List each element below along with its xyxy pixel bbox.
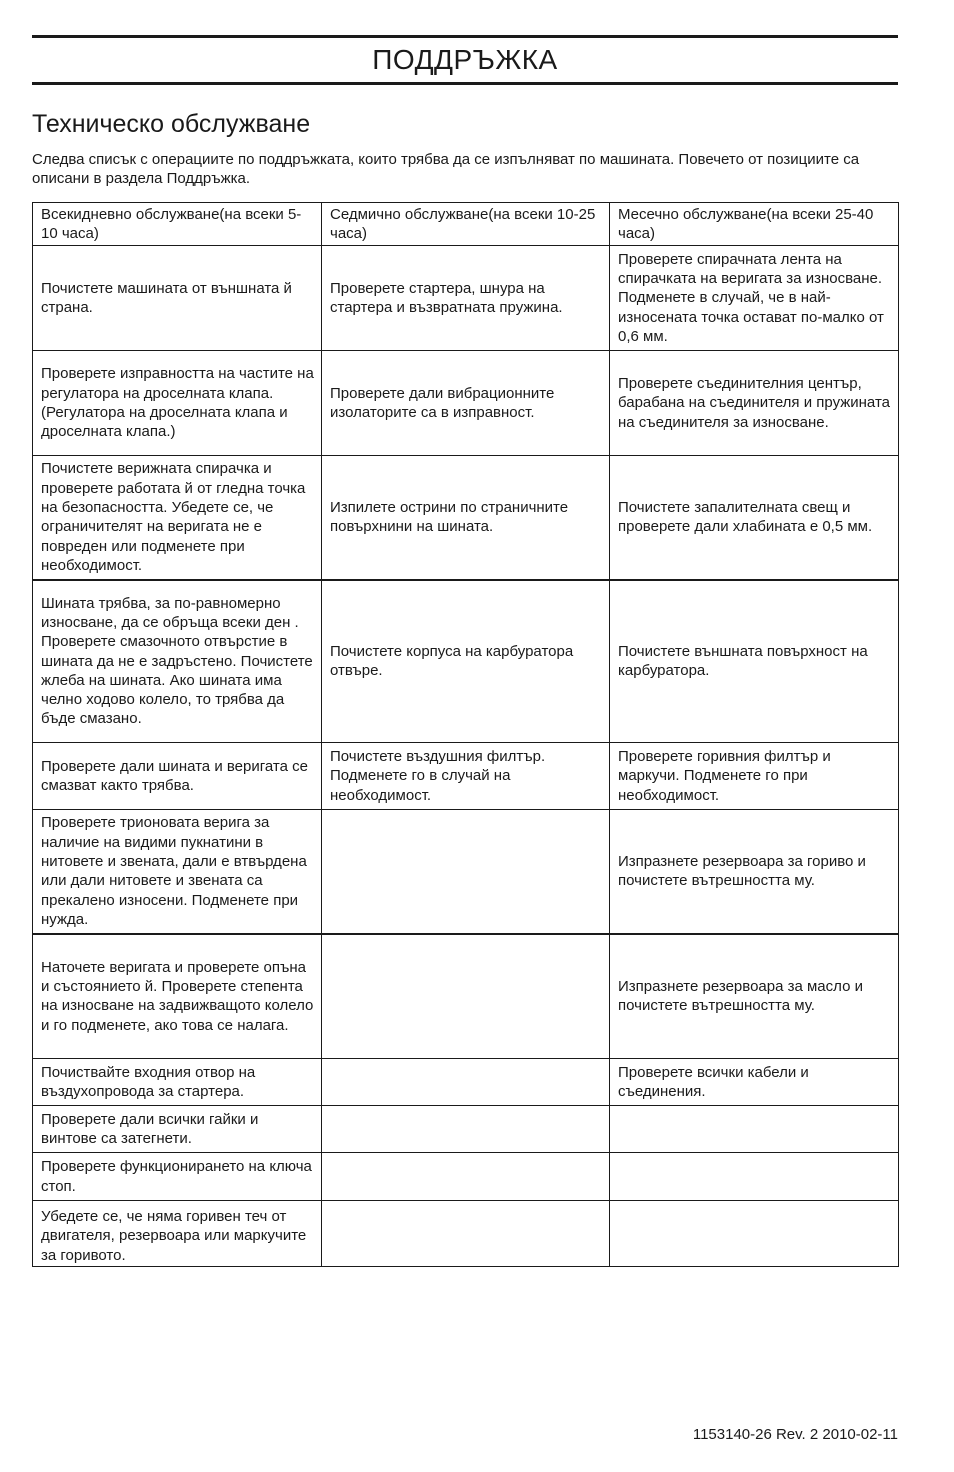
table-row [33, 580, 899, 743]
table-cell-daily: Проверете дали всички гайки и винтове са затегнети. [33, 1106, 322, 1153]
table-cell-weekly: Проверете стартера, шнура на стартера и възвратната пружина. [322, 246, 610, 351]
table-header-row [33, 203, 899, 246]
table-cell-weekly [322, 1201, 610, 1267]
table-cell-daily: Шината трябва, за по-равномерно износване, да се обръща всеки ден . Проверете смазочното отвърстие в шината да не е задръстено. Почистете жлеба на шината. Ако шината има челно ходово колело, то трябва да бъде смазано. [33, 580, 322, 743]
table-row [33, 351, 899, 456]
table-cell-weekly [322, 1059, 610, 1106]
table-cell-monthly: Изпразнете резервоара за масло и почистете вътрешността му. [610, 934, 899, 1059]
table-cell-weekly: Почистете корпуса на карбуратора отвъре. [322, 580, 610, 743]
table-row [33, 1153, 899, 1201]
section-intro: Следва списък с операциите по поддръжката, които трябва да се изпълняват по машината. Повечето от позициите са описани в раздела Поддръжка. [32, 151, 860, 187]
table-cell-monthly: Проверете спирачната лента на спирачката на веригата за износване. Подменете в случай, че в най-износената точка остават по-малко от 0,6 мм. [610, 246, 899, 351]
column-header-monthly: Месечно обслужване(на всеки 25-40 часа) [610, 203, 899, 246]
table-cell-daily: Проверете трионовата верига за наличие на видими пукнатини в нитовете и звената, дали е втвърдена или дали нитовете и звената са прекалено износени. Подменете при нужда. [33, 810, 322, 934]
table-cell-weekly: Почистете въздушния филтър. Подменете го в случай на необходимост. [322, 743, 610, 810]
table-cell-daily: Почистете верижната спирачка и проверете работата й от гледна точка на безопасността. Убедете се, че ограничителят на веригата не е повреден или подменете при необходимост. [33, 456, 322, 580]
table-row [33, 934, 899, 1059]
document-reference: 1153140-26 Rev. 2 2010-02-11 [692, 1426, 898, 1443]
table-cell-monthly: Проверете горивния филтър и маркучи. Подменете го при необходимост. [610, 743, 899, 810]
table-cell-daily: Проверете изправността на частите на регулатора на дроселната клапа. (Регулатора на дроселната клапа и дроселната клапа.) [33, 351, 322, 456]
table-cell-daily: Убедете се, че няма горивен теч от двигателя, резервоара или маркучите за горивото. [33, 1201, 322, 1267]
table-cell-daily: Проверете дали шината и веригата се смазват както трябва. [33, 743, 322, 810]
table-cell-monthly [610, 1201, 899, 1267]
table-cell-monthly [610, 1153, 899, 1201]
table-row [33, 743, 899, 810]
table-row [33, 1201, 899, 1267]
section-title: Техническо обслужване [32, 110, 311, 138]
column-header-weekly: Седмично обслужване(на всеки 10-25 часа) [322, 203, 610, 246]
table-row [33, 810, 899, 934]
page-header-band [32, 35, 898, 85]
table-cell-weekly [322, 1153, 610, 1201]
table-cell-monthly: Проверете съединителния център, барабана на съединителя и пружината на съединителя за износване. [610, 351, 899, 456]
table-cell-daily: Почиствайте входния отвор на въздухопровода за стартера. [33, 1059, 322, 1106]
table-cell-daily: Почистете машината от външната й страна. [33, 246, 322, 351]
table-cell-weekly [322, 810, 610, 934]
table-cell-daily: Проверете функционирането на ключа стоп. [33, 1153, 322, 1201]
table-cell-weekly [322, 934, 610, 1059]
table-cell-monthly: Проверете всички кабели и съединения. [610, 1059, 899, 1106]
table-row [33, 246, 899, 351]
table-cell-monthly: Изпразнете резервоара за гориво и почистете вътрешността му. [610, 810, 899, 934]
maintenance-schedule-table [32, 202, 899, 1267]
table-row [33, 1106, 899, 1153]
table-row [33, 1059, 899, 1106]
table-row [33, 456, 899, 580]
column-header-daily: Всекидневно обслужване(на всеки 5-10 часа) [33, 203, 322, 246]
page-title: ПОДДРЪЖКА [372, 44, 558, 75]
table-cell-weekly [322, 1106, 610, 1153]
table-cell-monthly: Почистете запалителната свещ и проверете дали хлабината е 0,5 мм. [610, 456, 899, 580]
table-cell-monthly [610, 1106, 899, 1153]
table-cell-weekly: Проверете дали вибрационните изолаторите са в изправност. [322, 351, 610, 456]
table-cell-daily: Наточете веригата и проверете опъна и състоянието й. Проверете степента на износване на задвижващото колело и го подменете, ако това се налага. [33, 934, 322, 1059]
table-cell-monthly: Почистете външната повърхност на карбуратора. [610, 580, 899, 743]
table-cell-weekly: Изпилете острини по страничните повърхнини на шината. [322, 456, 610, 580]
